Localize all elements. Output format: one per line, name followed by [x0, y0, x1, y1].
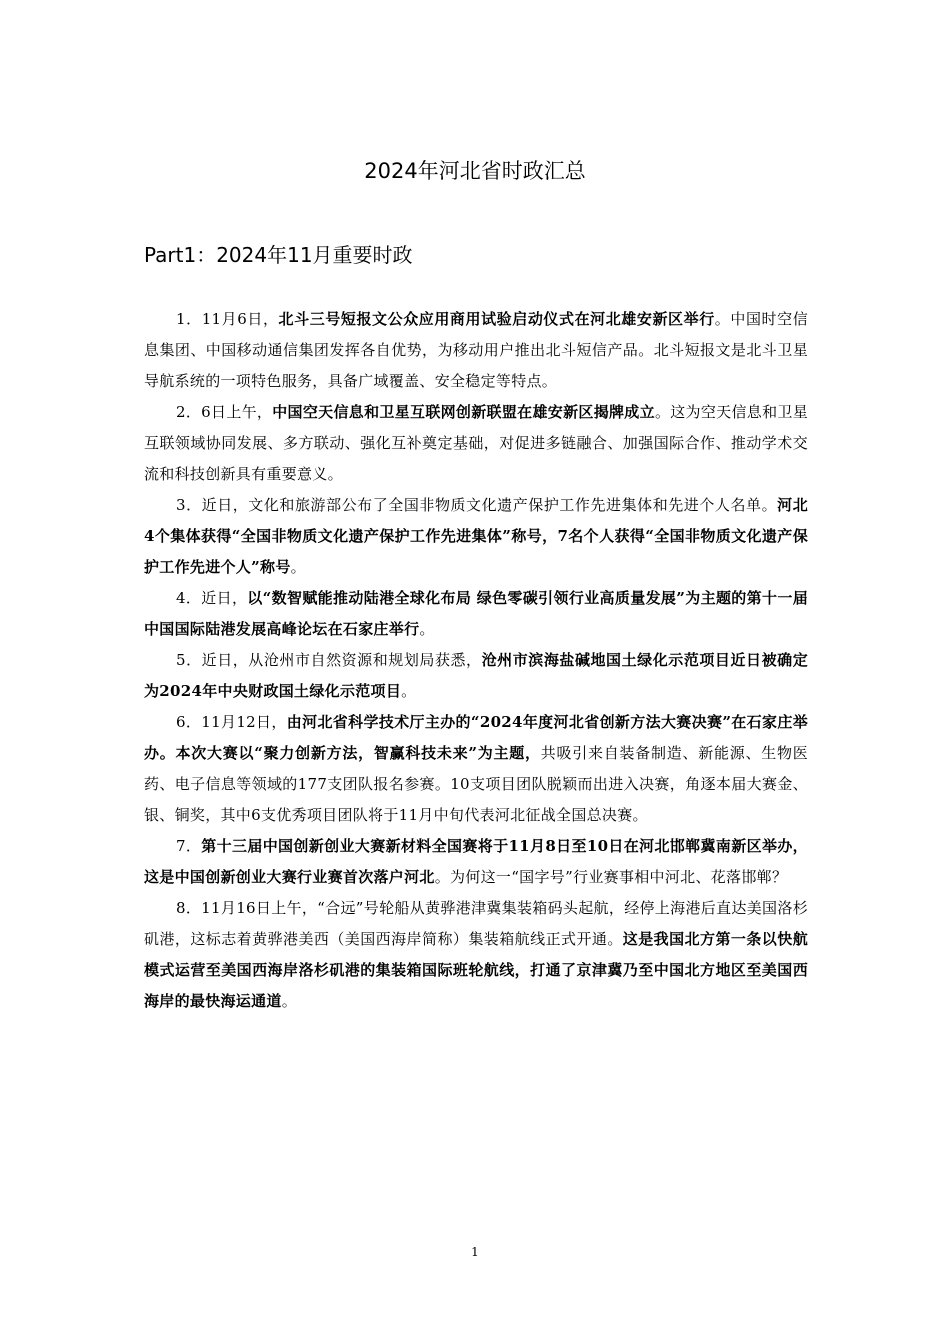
item-text: 。: [401, 682, 417, 700]
news-item-2: [144, 397, 808, 490]
item-text: 7．: [176, 837, 202, 855]
item-text: 。: [290, 558, 306, 576]
section-heading: Part1：2024年11月重要时政: [144, 243, 413, 267]
item-text: 2．6日上午，: [176, 403, 273, 421]
item-highlight: 这是我国北方第一条以快航模式运营至美国西海岸洛杉矶港的集装箱国际班轮航线，打通了京津冀乃至中国北方地区至美国西海岸的最快海运通道: [144, 930, 808, 1010]
item-highlight: 以“数智赋能推动陆港全球化布局 绿色零碳引领行业高质量发展”为主题的第十一届中国国际陆港发展高峰论坛在石家庄举行: [144, 589, 808, 638]
item-highlight: 中国空天信息和卫星互联网创新联盟在雄安新区揭牌成立: [272, 403, 655, 421]
page-title: 2024年河北省时政汇总: [364, 159, 586, 183]
news-item-7: [144, 831, 808, 893]
page-number: 1: [471, 1245, 479, 1259]
item-text: 。为何这一“国字号”行业赛事相中河北、花落邯郸？: [434, 868, 788, 886]
item-highlight: 北斗三号短报文公众应用商用试验启动仪式在河北雄安新区举行: [278, 310, 715, 328]
item-highlight: 第十三届中国创新创业大赛新材料全国赛将于11月8日至10日在河北邯郸冀南新区举办，这是中国创新创业大赛行业赛首次落户河北: [144, 837, 808, 886]
item-text: 3．近日，文化和旅游部公布了全国非物质文化遗产保护工作先进集体和先进个人名单。: [176, 496, 778, 514]
item-text: 1．11月6日，: [176, 310, 279, 328]
item-text: 。这为空天信息和卫星互联领域协同发展、多方联动、强化互补奠定基础，对促进多链融合、加强国际合作、推动学术交流和科技创新具有重要意义。: [144, 403, 809, 483]
news-item-3: [144, 490, 808, 583]
item-text: 8．11月16日上午，“合远”号轮船从黄骅港津冀集装箱码头起航，经停上海港后直达美国洛杉矶港，这标志着黄骅港美西（美国西海岸简称）集装箱航线正式开通。: [144, 899, 808, 948]
news-item-4: [144, 583, 808, 645]
news-item-5: [144, 645, 808, 707]
item-highlight: 由河北省科学技术厅主办的“2024年度河北省创新方法大赛决赛”在石家庄举办。本次大赛以“聚力创新方法，智赢科技未来”为主题，: [144, 713, 808, 762]
item-text: 。: [281, 992, 298, 1010]
news-item-8: [144, 893, 808, 1017]
item-text: 。: [419, 620, 435, 638]
item-highlight: 河北4个集体获得“全国非物质文化遗产保护工作先进集体”称号，7名个人获得“全国非物质文化遗产保护工作先进个人”称号: [144, 496, 808, 576]
item-text: 4．近日，: [176, 589, 248, 607]
news-item-1: [144, 304, 808, 397]
item-text: 6．11月12日，: [176, 713, 287, 731]
item-text: 5．近日，从沧州市自然资源和规划局获悉，: [176, 651, 482, 669]
document-body: [144, 304, 808, 1017]
item-highlight: 沧州市滨海盐碱地国土绿化示范项目近日被确定为2024年中央财政国土绿化示范项目: [144, 651, 808, 700]
item-text: 。中国时空信息集团、中国移动通信集团发挥各自优势，为移动用户推出北斗短信产品。北斗短报文是北斗卫星导航系统的一项特色服务，具备广域覆盖、安全稳定等特点。: [144, 310, 808, 390]
item-text: 共吸引来自装备制造、新能源、生物医药、电子信息等领域的177支团队报名参赛。10支项目团队脱颖而出进入决赛，角逐本届大赛金、银、铜奖，其中6支优秀项目团队将于11月中旬代表河北征战全国总决赛。: [144, 744, 808, 824]
news-item-6: [144, 707, 808, 831]
